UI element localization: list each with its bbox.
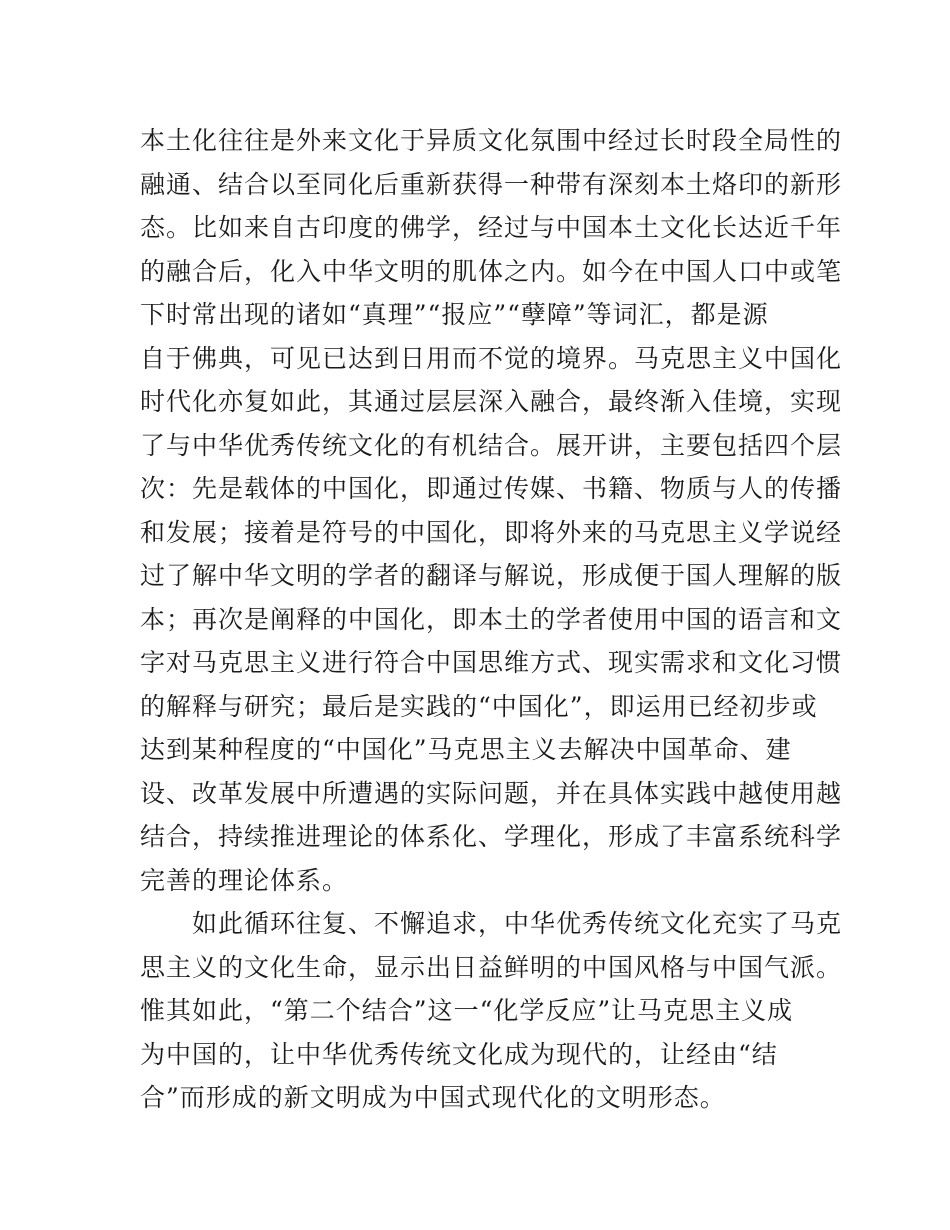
text-line: 过了解中华文明的学者的翻译与解说，形成便于国人理解的版 <box>140 561 843 590</box>
text-line: 的融合后，化入中华文明的肌体之内。如今在中国人口中或笔 <box>140 256 843 286</box>
text-line: 字对马克思主义进行符合中国思维方式、现实需求和文化习惯 <box>140 648 843 677</box>
text-line: 融通、结合以至同化后重新获得一种带有深刻本土烙印的新形 <box>140 169 843 199</box>
text-line: 次：先是载体的中国化，即通过传媒、书籍、物质与人的传播 <box>140 474 843 503</box>
text-line: 态。比如来自古印度的佛学，经过与中国本土文化长达近千年 <box>140 213 843 242</box>
text-line: 自于佛典，可见已达到日用而不觉的境界。马克思主义中国化 <box>140 343 843 373</box>
text-line: 和发展；接着是符号的中国化，即将外来的马克思主义学说经 <box>140 517 843 547</box>
text-line: 本；再次是阐释的中国化，即本土的学者使用中国的语言和文 <box>140 604 843 634</box>
text-line: 完善的理论体系。 <box>140 865 349 895</box>
text-line: 本土化往往是外来文化于异质文化氛围中经过长时段全局性的 <box>140 126 843 155</box>
text-line: 思主义的文化生命，显示出日益鲜明的中国风格与中国气派。 <box>140 952 843 982</box>
text-line: 时代化亦复如此，其通过层层深入融合，最终渐入佳境，实现 <box>140 387 843 416</box>
text-line: 结合，持续推进理论的体系化、学理化，形成了丰富系统科学 <box>140 822 843 851</box>
text-line: 惟其如此，“第二个结合”这一“化学反应”让马克思主义成 <box>140 996 794 1025</box>
text-line: 达到某种程度的“中国化”马克思主义去解决中国革命、建 <box>140 735 792 764</box>
text-line: 合”而形成的新文明成为中国式现代化的文明形态。 <box>140 1083 726 1112</box>
text-line: 下时常出现的诸如“真理”“报应”“孽障”等词汇，都是源 <box>140 300 769 329</box>
paragraph-1 <box>140 119 843 902</box>
paragraph-2 <box>140 902 843 1120</box>
text-line: 如此循环往复、不懈追求，中华优秀传统文化充实了马克 <box>192 909 843 938</box>
text-line: 的解释与研究；最后是实践的“中国化”，即运用已经初步或 <box>140 691 818 721</box>
text-line: 了与中华优秀传统文化的有机结合。展开讲，主要包括四个层 <box>140 430 843 460</box>
text-line: 为中国的，让中华优秀传统文化成为现代的，让经由“结 <box>140 1039 778 1069</box>
text-line: 设、改革发展中所遭遇的实际问题，并在具体实践中越使用越 <box>140 778 843 808</box>
document-body <box>140 119 843 1120</box>
